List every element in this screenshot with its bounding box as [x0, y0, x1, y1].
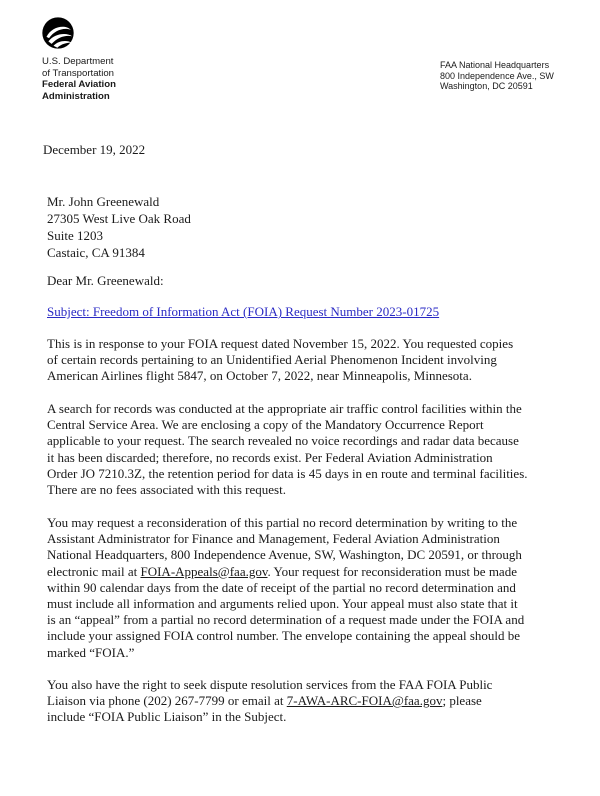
hq-address-block	[440, 60, 554, 92]
address-line-street: 27305 West Live Oak Road	[47, 211, 191, 226]
dept-line-2: of Transportation	[42, 67, 114, 79]
department-block	[42, 56, 116, 102]
subject-line: Subject: Freedom of Information Act (FOIA) Request Number 2023-01725	[47, 304, 440, 319]
address-line-suite: Suite 1203	[47, 228, 103, 243]
liaison-text-before: You also have the right to seek dispute resolution services from the FAA FOIA Public Liaison via phone (202) 267-7799 or email at	[47, 677, 493, 709]
salutation: Dear Mr. Greenewald:	[47, 273, 164, 288]
foia-appeals-email-link[interactable]: FOIA-Appeals@faa.gov	[140, 563, 268, 579]
appeal-text-before: You may request a reconsideration of this partial no record determination by writing to the Assistant Administrator for Finance and Management, Federal Aviation Administration National Headquarters, 800 Independence Avenue, SW, Washington, DC 20591, or through electronic mail at	[47, 515, 522, 579]
dot-logo-icon	[42, 17, 74, 49]
address-line-name: Mr. John Greenewald	[47, 194, 160, 209]
paragraph-liaison	[47, 677, 577, 726]
paragraph-search: A search for records was conducted at the appropriate air traffic control facilities within the Central Service Area. We are enclosing a copy of the Mandatory Occurrence Report applicable to your request. The search revealed no voice recordings and radar data because it has been discarded; therefore, no records exist. Per Federal Aviation Administration Order JO 7210.3Z, the retention period for data is 45 days in en route and terminal facilities. There are no fees associated with this request.	[47, 401, 528, 498]
hq-line-1: FAA National Headquarters	[440, 60, 550, 70]
letter-date: December 19, 2022	[43, 142, 146, 157]
agency-line-2: Administration	[42, 90, 110, 102]
paragraph-request: This is in response to your FOIA request dated November 15, 2022. You requested copies of certain records pertaining to an Unidentified Aerial Phenomenon Incident involving American Airlines flight 5847, on October 7, 2022, near Minneapolis, Minnesota.	[47, 336, 514, 384]
liaison-text-after: ; please include “FOIA Public Liaison” in the Subject.	[47, 693, 482, 725]
address-line-city: Castaic, CA 91384	[47, 245, 145, 260]
recipient-address	[47, 193, 191, 261]
foia-liaison-email-link[interactable]: 7-AWA-ARC-FOIA@faa.gov	[286, 693, 443, 709]
hq-line-2: 800 Independence Ave., SW	[440, 70, 554, 81]
dept-line-1: U.S. Department	[42, 56, 114, 67]
hq-line-3: Washington, DC 20591	[440, 81, 533, 91]
paragraph-appeal	[47, 515, 577, 661]
appeal-text-after: . Your request for reconsideration must be made within 90 calendar days from the date of receipt of the partial no record determination and must include all information and arguments relied upon. Your appeal must also state that it is an “appeal” from a partial no record determination of a request made under the FOIA and include your assigned FOIA control number. The envelope containing the appeal should be marked “FOIA.”	[47, 563, 525, 660]
agency-line-1: Federal Aviation	[42, 79, 116, 90]
